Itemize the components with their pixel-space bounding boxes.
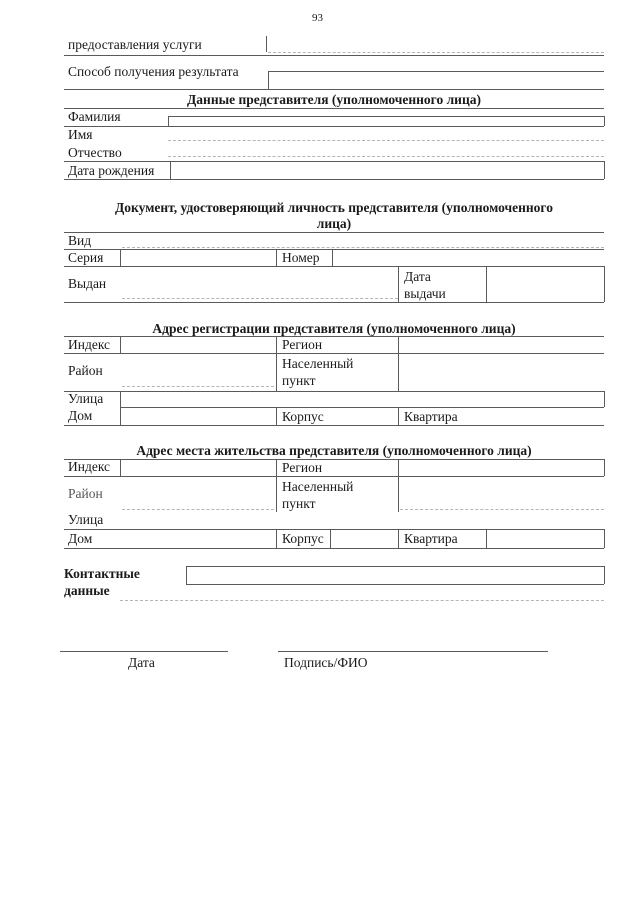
reg-district-label: Район xyxy=(68,363,103,378)
reg-house-label: Дом xyxy=(68,408,93,423)
contacts-label-1: Контактные xyxy=(64,566,140,581)
row-line xyxy=(64,179,604,180)
reg-index-label: Индекс xyxy=(68,337,111,352)
field-border xyxy=(486,529,487,548)
row-line xyxy=(64,266,604,267)
service-field-line xyxy=(268,52,604,53)
field-border xyxy=(268,71,269,89)
surname-label: Фамилия xyxy=(68,109,121,124)
birth-date-label: Дата рождения xyxy=(68,163,155,178)
live-district-field[interactable] xyxy=(122,509,274,510)
name-label: Имя xyxy=(68,127,93,142)
series-label: Серия xyxy=(68,250,104,265)
row-line xyxy=(64,161,604,162)
reg-district-field[interactable] xyxy=(122,386,274,387)
row-line xyxy=(64,336,604,337)
row-line xyxy=(64,548,604,549)
field-border xyxy=(266,36,267,52)
live-index-label: Индекс xyxy=(68,459,111,474)
field-border xyxy=(604,266,605,302)
number-label: Номер xyxy=(282,250,320,265)
field-border xyxy=(398,529,399,548)
name-signature-line[interactable] xyxy=(278,651,548,652)
issue-date-label-1: Дата xyxy=(404,269,431,284)
row-line xyxy=(64,425,604,426)
field-border xyxy=(170,161,171,179)
live-house-label: Дом xyxy=(68,531,93,546)
live-apartment-label: Квартира xyxy=(404,531,458,546)
field-border xyxy=(276,407,277,425)
reg-addr-title: Адрес регистрации представителя (уполномоченного лица) xyxy=(152,321,516,336)
reg-region-label: Регион xyxy=(282,337,323,352)
field-border xyxy=(186,566,187,584)
date-signature-line[interactable] xyxy=(60,651,228,652)
field-border xyxy=(276,336,277,391)
page-number: 93 xyxy=(312,12,323,24)
date-caption: Дата xyxy=(128,655,155,670)
reg-street-field[interactable] xyxy=(120,407,604,408)
issue-date-label-2: выдачи xyxy=(404,286,446,301)
field-border xyxy=(120,391,121,425)
row-line xyxy=(64,126,604,127)
live-locality-label-1: Населенный xyxy=(282,479,354,494)
name-field[interactable] xyxy=(168,140,604,141)
reg-building-label: Корпус xyxy=(282,409,324,424)
field-border xyxy=(604,566,605,584)
field-border xyxy=(398,336,399,391)
live-locality-label-2: пункт xyxy=(282,496,316,511)
contacts-label-2: данные xyxy=(64,583,110,598)
field-border xyxy=(276,529,277,548)
live-locality-field[interactable] xyxy=(400,509,604,510)
result-method-label: Способ получения результата xyxy=(68,64,239,79)
field-border xyxy=(604,116,605,126)
row-line xyxy=(64,302,604,303)
field-border xyxy=(120,249,121,266)
row-line xyxy=(64,108,604,109)
field-border xyxy=(604,391,605,407)
row-line xyxy=(186,566,604,567)
row-line xyxy=(64,353,604,354)
field-border xyxy=(330,529,331,548)
reg-locality-label-2: пункт xyxy=(282,373,316,388)
live-street-label: Улица xyxy=(68,512,104,527)
field-border xyxy=(276,249,277,266)
field-border xyxy=(398,266,399,302)
live-building-label: Корпус xyxy=(282,531,324,546)
field-border xyxy=(332,249,333,266)
id-doc-title-line1: Документ, удостоверяющий личность представителя (уполномоченного xyxy=(115,200,553,215)
field-border xyxy=(120,459,121,476)
contacts-field[interactable] xyxy=(186,584,604,585)
field-border xyxy=(604,459,605,476)
doc-type-field[interactable] xyxy=(122,247,604,248)
doc-type-label: Вид xyxy=(68,233,92,248)
service-label-tail: предоставления услуги xyxy=(68,37,202,52)
reg-locality-label-1: Населенный xyxy=(282,356,354,371)
row-line xyxy=(64,89,604,90)
reg-apartment-label: Квартира xyxy=(404,409,458,424)
live-region-label: Регион xyxy=(282,460,323,475)
rep-data-title: Данные представителя (уполномоченного лица) xyxy=(187,92,481,107)
contacts-field-line xyxy=(120,600,604,601)
issued-by-field[interactable] xyxy=(122,298,398,299)
id-doc-title-line2: лица) xyxy=(316,216,352,231)
field-border xyxy=(276,459,277,512)
field-border xyxy=(486,266,487,302)
row-line xyxy=(64,232,604,233)
live-district-label: Район xyxy=(68,486,103,501)
issued-by-label: Выдан xyxy=(68,276,107,291)
row-line xyxy=(64,391,604,392)
patronymic-label: Отчество xyxy=(68,145,122,160)
field-border xyxy=(398,407,399,425)
row-line xyxy=(64,249,604,250)
live-addr-title: Адрес места жительства представителя (уполномоченного лица) xyxy=(136,443,532,458)
reg-street-label: Улица xyxy=(68,391,104,406)
patronymic-field[interactable] xyxy=(168,156,604,157)
field-border xyxy=(120,336,121,353)
field-border xyxy=(604,161,605,179)
field-border xyxy=(398,459,399,512)
row-line xyxy=(64,476,604,477)
field-border xyxy=(604,529,605,548)
surname-field[interactable] xyxy=(168,116,604,117)
row-line xyxy=(64,55,604,56)
live-street-field[interactable] xyxy=(64,529,604,530)
field-border xyxy=(268,71,604,72)
field-border xyxy=(168,116,169,126)
row-line xyxy=(64,459,604,460)
signature-caption: Подпись/ФИО xyxy=(284,655,368,670)
